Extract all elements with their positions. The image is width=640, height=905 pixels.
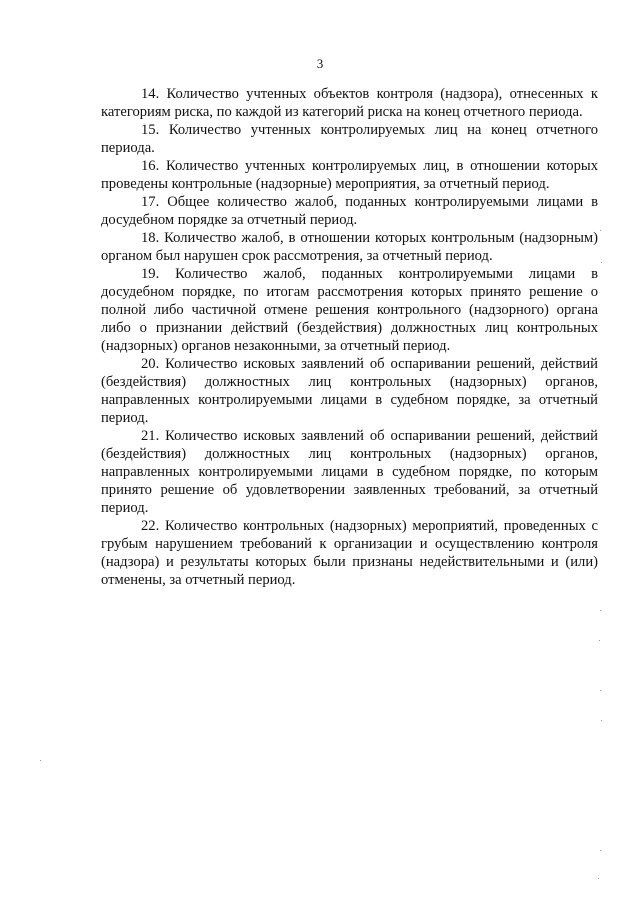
document-body (101, 85, 598, 589)
paragraph-16: 16. Количество учтенных контролируемых лиц, в отношении которых проведены контрольные (надзорные) мероприятия, за отчетный период. (101, 158, 598, 192)
scan-speck (600, 610, 601, 611)
scan-speck (601, 720, 602, 721)
scan-speck (601, 262, 602, 263)
paragraph-14: 14. Количество учтенных объектов контроля (надзора), отнесенных к категориям риска, по каждой из категорий риска на конец отчетного периода. (101, 86, 598, 120)
paragraph-20: 20. Количество исковых заявлений об оспаривании решений, действий (бездействия) должностных лиц контрольных (надзорных) органов, направленных контролируемыми лицами в судебном порядке, за отчетный период. (101, 356, 598, 426)
scan-speck (600, 690, 601, 691)
page-number: 3 (316, 56, 324, 71)
scan-speck (600, 850, 601, 851)
paragraph-18: 18. Количество жалоб, в отношении которых контрольным (надзорным) органом был нарушен срок рассмотрения, за отчетный период. (101, 230, 598, 264)
paragraph-22: 22. Количество контрольных (надзорных) мероприятий, проведенных с грубым нарушением требований к организации и осуществлению контроля (надзора) и результаты которых были признаны недействительными и (или) отменены, за отчетный период. (101, 518, 598, 588)
scan-speck (599, 640, 600, 641)
paragraph-17: 17. Общее количество жалоб, поданных контролируемыми лицами в досудебном порядке за отчетный период. (101, 194, 598, 228)
paragraph-21: 21. Количество исковых заявлений об оспаривании решений, действий (бездействия) должностных лиц контрольных (надзорных) органов, направленных контролируемыми лицами в судебном порядке, по которым принято решение об удовлетворении заявленных требований, за отчетный период. (101, 428, 598, 516)
paragraph-15: 15. Количество учтенных контролируемых лиц на конец отчетного периода. (101, 122, 598, 156)
paragraph-19: 19. Количество жалоб, поданных контролируемыми лицами в досудебном порядке, по итогам рассмотрения которых принято решение о полной либо частичной отмене решения контрольного (надзорного) органа либо о признании действий (бездействия) должностных лиц контрольных (надзорных) органов незаконными, за отчетный период. (101, 266, 598, 354)
scan-speck (600, 230, 601, 231)
scan-speck (598, 878, 599, 879)
scan-speck (40, 760, 41, 761)
